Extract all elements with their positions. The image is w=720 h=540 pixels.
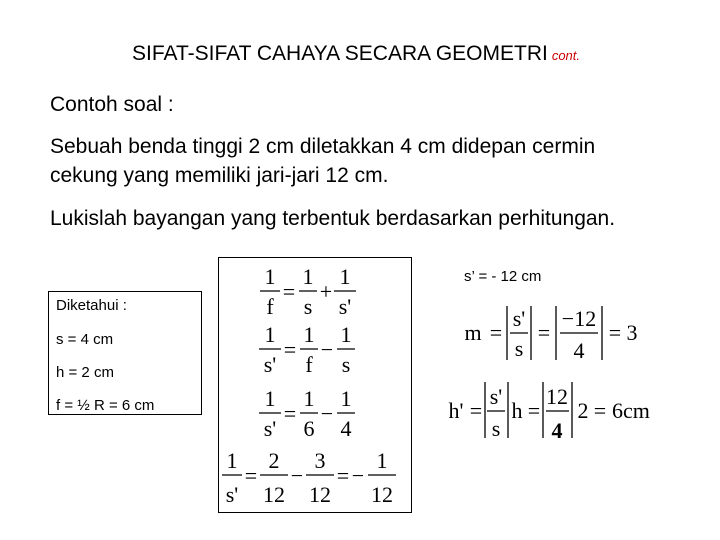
title-suffix: cont. bbox=[551, 48, 581, 63]
eq3-num-2: 1 bbox=[303, 386, 315, 411]
eq3-den-sprime: s' bbox=[263, 416, 277, 441]
height-sprime: s' bbox=[489, 384, 503, 409]
mag-equals-1: = bbox=[489, 320, 503, 345]
eq4-equals-2: = bbox=[336, 463, 350, 488]
eq1-num-3: 1 bbox=[339, 264, 351, 289]
eq4-den-12a: 12 bbox=[263, 482, 285, 507]
eq3-num-3: 1 bbox=[340, 386, 352, 411]
eq2-num-1: 1 bbox=[264, 322, 276, 347]
image-height-formula bbox=[440, 378, 680, 444]
eq4-equals-1: = bbox=[244, 463, 258, 488]
title-text: SIFAT-SIFAT CAHAYA SECARA GEOMETRI bbox=[132, 42, 548, 65]
eq1-equals: = bbox=[282, 279, 296, 304]
height-denominator: 4 bbox=[551, 418, 563, 443]
mag-m: m bbox=[464, 320, 482, 345]
height-equals-3: = bbox=[593, 398, 607, 423]
height-factor: 2 bbox=[577, 398, 589, 423]
mag-result: 3 bbox=[626, 320, 638, 345]
height-numerator: 12 bbox=[546, 384, 568, 409]
mag-numerator: −12 bbox=[561, 306, 597, 331]
eq1-den-f: f bbox=[266, 294, 274, 319]
eq1-num-2: 1 bbox=[302, 264, 314, 289]
known-heading: Diketahui : bbox=[56, 297, 127, 314]
eq3-num-1: 1 bbox=[264, 386, 276, 411]
eq3-equals: = bbox=[283, 401, 297, 426]
eq2-den-f: f bbox=[305, 352, 313, 377]
eq4-minus: − bbox=[290, 463, 304, 488]
height-h: h bbox=[511, 398, 523, 423]
height-equals-1: = bbox=[469, 398, 483, 423]
eq4-num-3: 3 bbox=[314, 448, 326, 473]
eq3-minus: − bbox=[320, 401, 334, 426]
height-s: s bbox=[491, 416, 501, 441]
eq2-den-s: s bbox=[341, 352, 351, 377]
lens-equation-box bbox=[218, 257, 412, 513]
eq4-den-12c: 12 bbox=[371, 482, 393, 507]
page-title bbox=[132, 42, 580, 66]
eq2-den-sprime: s' bbox=[263, 352, 277, 377]
eq4-num-2: 2 bbox=[268, 448, 280, 473]
mag-denominator: 4 bbox=[573, 338, 585, 363]
known-f: f = ½ R = 6 cm bbox=[56, 397, 155, 414]
eq1-plus: + bbox=[319, 279, 333, 304]
problem-statement bbox=[50, 132, 595, 190]
height-result: 6cm bbox=[612, 398, 650, 423]
problem-line-1: Sebuah benda tinggi 2 cm diletakkan 4 cm didepan cermin bbox=[50, 135, 596, 158]
eq3-den-4: 4 bbox=[340, 416, 352, 441]
eq2-equals: = bbox=[283, 337, 297, 362]
eq2-minus: − bbox=[320, 337, 334, 362]
eq4-neg-sign: − bbox=[351, 463, 365, 488]
lens-equations bbox=[219, 258, 411, 512]
eq4-den-12b: 12 bbox=[309, 482, 331, 507]
magnification-formula bbox=[456, 300, 646, 366]
known-h: h = 2 cm bbox=[56, 364, 114, 381]
eq1-den-sprime: s' bbox=[338, 294, 352, 319]
eq3-den-6: 6 bbox=[303, 416, 315, 441]
eq2-num-2: 1 bbox=[303, 322, 315, 347]
h-prime: h' bbox=[448, 398, 464, 423]
eq1-num-1: 1 bbox=[264, 264, 276, 289]
intro-label: Contoh soal : bbox=[50, 93, 174, 116]
known-s: s = 4 cm bbox=[56, 331, 114, 348]
height-equals-2: = bbox=[527, 398, 541, 423]
mag-equals-2: = bbox=[537, 320, 551, 345]
known-values-box bbox=[48, 291, 202, 415]
eq2-num-3: 1 bbox=[340, 322, 352, 347]
s-prime-result: s’ = - 12 cm bbox=[464, 268, 542, 285]
problem-line-2: cekung yang memiliki jari-jari 12 cm. bbox=[50, 164, 389, 187]
mag-sprime: s' bbox=[512, 306, 526, 331]
eq4-num-result: 1 bbox=[376, 448, 388, 473]
eq4-den-sprime: s' bbox=[225, 482, 239, 507]
task-statement: Lukislah bayangan yang terbentuk berdasarkan perhitungan. bbox=[50, 207, 616, 230]
mag-equals-3: = bbox=[608, 320, 622, 345]
eq4-num-1: 1 bbox=[226, 448, 238, 473]
mag-s: s bbox=[514, 336, 524, 361]
eq1-den-s: s bbox=[303, 294, 313, 319]
